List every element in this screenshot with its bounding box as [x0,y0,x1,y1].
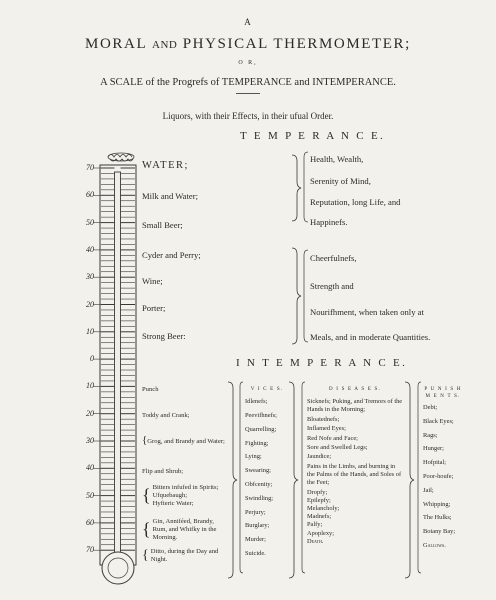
vice-item: Swindling; [245,494,274,502]
scale-label: 60 [86,517,94,527]
temperance-liquor: Milk and Water; [142,191,198,201]
temperance-effect: Health, Wealth, [310,154,364,164]
intemperance-liquor: {Grog, and Brandy and Water; [142,434,225,446]
temperance-liquor: Porter; [142,303,166,313]
punishment-item: Botany Bay; [423,528,456,536]
vice-item: Suicide. [245,549,266,557]
disease-item: Apoplexy; [307,529,334,537]
punishment-item: Debt; [423,404,438,411]
disease-item: Sicknefs; Puking, and Tremors of the Hands in the Morning; [307,398,403,414]
punishments-brace-left [405,382,414,578]
intemperance-heading: I N T E M P E R A N C E. [236,357,408,369]
scale-label: 70 [86,545,94,555]
punishment-item: The Hulks; [423,514,452,522]
intemperance-liquor: Punch [142,386,159,393]
vice-item: Perjury; [245,508,266,516]
intemperance-liquor: Flip and Shrub; [142,468,184,475]
scale-label: 40 [86,244,94,254]
punishments-heading: P U N I S H M E N T S. [424,387,462,399]
diseases-bracket [302,382,305,573]
punishment-item: Whipping; [423,500,451,508]
vices-column [245,386,289,564]
disease-item: Red Nofe and Face; [307,434,358,442]
vice-item: Quarrelling; [245,425,277,433]
subtitle: A SCALE of the Progrefs of TEMPERANCE and INTEMPERANCE. [100,77,396,88]
liquor-brace: { [142,548,149,563]
punishment-item: Hunger; [423,445,444,453]
scale-label: 30 [86,436,94,445]
disease-item: Melancholy; [307,504,340,512]
scale-label: 10 [86,381,94,391]
temperance-effect: Strength and [310,281,354,291]
liquors-line: Liquors, with their Effects, in their ufual Order. [162,111,334,121]
disease-item: Sore and Swelled Legs; [307,443,368,451]
vice-item: Fighting; [245,439,269,447]
scale-label: 40 [86,463,94,473]
disease-item: Jaundice; [307,453,332,461]
title-rest: PHYSICAL THERMOMETER; [182,36,411,52]
temperance-effect: Serenity of Mind, [310,176,371,186]
scale-label: 0 [90,354,94,364]
vice-item: Peevifhnefs; [245,412,277,419]
diseases-heading: D I S E A S E S. [329,387,381,392]
scale-label: 20 [86,299,94,309]
disease-item: Madnefs; [307,513,332,521]
intemperance-liquor: { Gin, Anniféed, Brandy, Rum, and Whifky in the Morning. [142,518,217,541]
punishment-item: Rags; [423,431,438,439]
vices-bracket [240,382,243,573]
punishment-item: Hofpital; [423,459,447,467]
title-moral: MORAL [85,36,147,52]
scale-label: 10 [86,326,94,336]
punishment-item: Black Eyes; [423,417,454,425]
temperance-effect: Nourifhment, when taken only at [310,307,424,317]
scale-label: 50 [86,217,94,227]
disease-item: Dropfy; [307,488,328,496]
punishments-bracket [418,382,421,573]
scale-label: 70 [86,163,94,172]
title-article: A [244,17,252,27]
punishment-item: Jail; [423,486,434,494]
liquor-brace: { [142,519,151,539]
disease-item: Inflamed Eyes; [307,425,346,433]
diseases-brace-left [289,382,298,578]
temperance-effect: Reputation, long Life, and [310,197,401,207]
vice-item: Obfcenity; [245,480,273,488]
scale-label: 50 [86,490,94,500]
disease-item: Palfy; [307,521,323,529]
vice-item: Burglary; [245,522,270,530]
temperance-liquor: Wine; [142,276,163,286]
disease-item: Epilepfy; [307,496,331,504]
intemperance-liquor: { Ditto, during the Day and Night. [142,548,219,563]
title-and: AND [152,39,178,51]
temperance-effect: Cheerfulnefs, [310,253,357,263]
vices-heading: V I C E S. [250,387,284,392]
liquor-brace: { [142,434,148,446]
scale-label: 30 [86,272,94,282]
scale-label: 20 [86,408,94,418]
vices-brace-left [228,382,237,578]
punishment-item: Poor-houfe; [423,472,454,480]
vice-item: Lying; [245,453,262,461]
vice-item: Idlenefs; [245,398,268,406]
liquor-brace: { [142,485,151,505]
temperance-liquor: Strong Beer: [142,331,186,341]
temperance-effect: Happinefs. [310,217,348,227]
punishments-column [423,386,469,556]
intemperance-liquor: Toddy and Crank; [142,412,190,419]
disease-item: Death. [307,537,324,545]
temperance-liquor: Small Beer; [142,220,183,230]
intemperance-liquor: { Bitters infufed in Spirits; Ufquebaugh; Hyfteric Water; [142,484,219,507]
scale-label: 60 [86,190,94,200]
disease-item: Bloatednefs; [307,415,340,423]
disease-item: Pains in the Limbs, and burning in the Palms of the Hands, and Soles of the Feet; [307,462,402,487]
temperance-liquor: Cyder and Perry; [142,250,201,260]
temperance-effect: Meals, and in moderate Quantities. [310,332,431,342]
vice-item: Murder; [245,536,266,544]
temperance-heading: T E M P E R A N C E. [240,130,386,142]
temperance-liquor: WATER; [142,160,189,171]
punishment-item: Gallows. [423,541,446,549]
title-or: O R, [238,60,258,66]
diseases-column [307,386,403,546]
vice-item: Swearing; [245,467,271,475]
